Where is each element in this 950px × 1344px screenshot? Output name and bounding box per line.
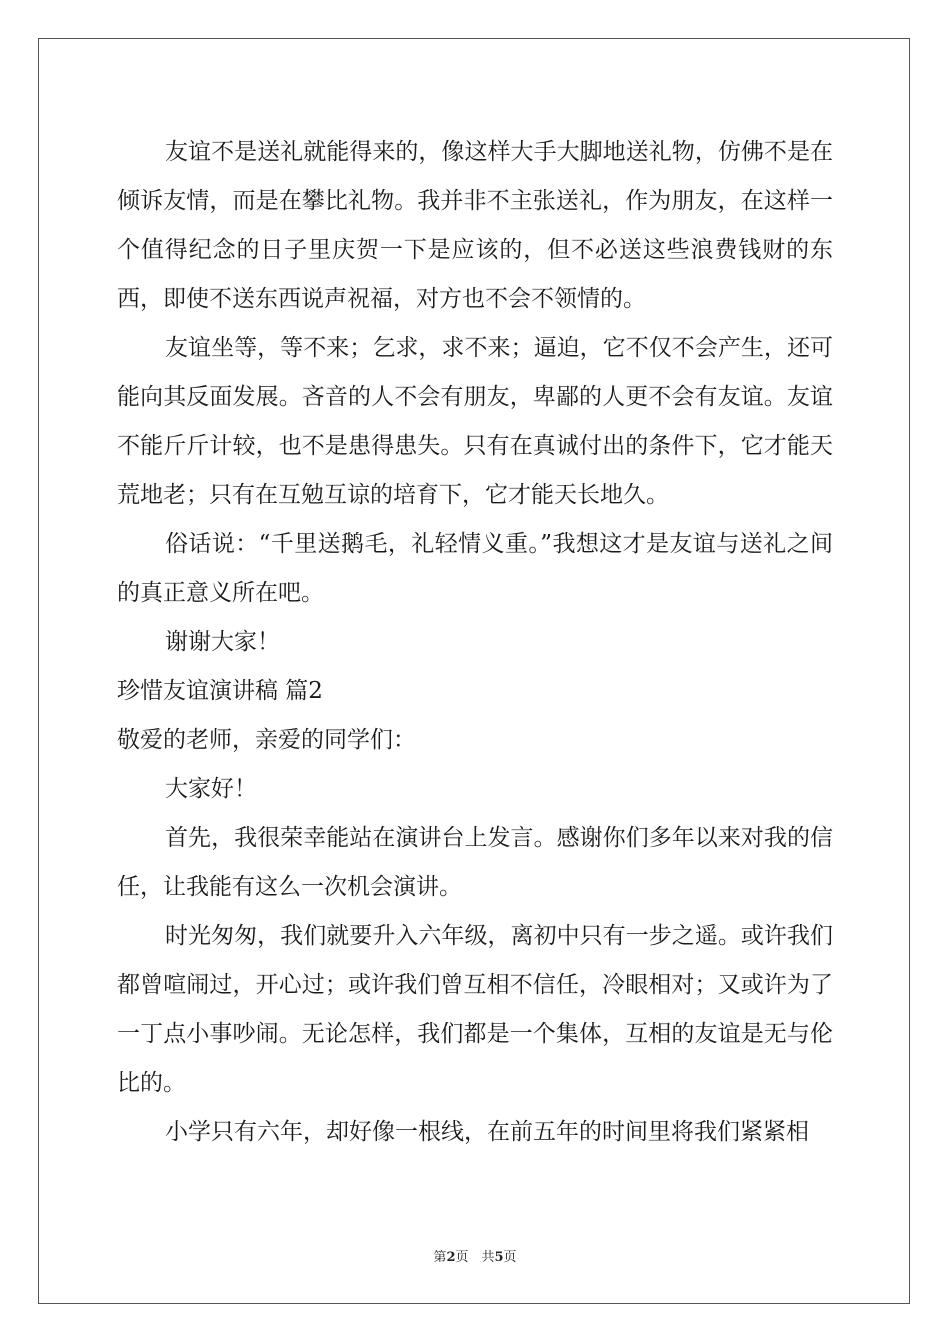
paragraph-7: 小学只有六年，却好像一根线，在前五年的时间里将我们紧紧相 — [165, 1119, 809, 1145]
document-body — [117, 128, 833, 1157]
greeting: 大家好！ — [165, 776, 257, 802]
page-footer — [0, 1246, 950, 1265]
paragraph-4: 谢谢大家！ — [165, 629, 280, 655]
paragraph-1: 友谊不是送礼就能得来的，像这样大手大脚地送礼物，仿佛不是在倾诉友情，而是在攀比礼物。我并非不主张送礼，作为朋友，在这样一个值得纪念的日子里庆贺一下是应该的，但不必送这些浪费钱财的东西，即使不送东西说声祝福，对方也不会不领情的。 — [117, 139, 833, 312]
paragraph-2: 友谊坐等，等不来；乞求，求不来；逼迫，它不仅不会产生，还可能向其反面发展。吝音的人不会有朋友，卑鄙的人更不会有友谊。友谊不能斤斤计较，也不是患得患失。只有在真诚付出的条件下，它才能天荒地老；只有在互勉互谅的培育下，它才能天长地久。 — [117, 335, 833, 508]
paragraph-5: 首先，我很荣幸能站在演讲台上发言。感谢你们多年以来对我的信任，让我能有这么一次机会演讲。 — [117, 825, 833, 900]
total-page-number: 5 — [494, 1250, 504, 1265]
page-suffix: 页 — [503, 1250, 517, 1265]
paragraph-6: 时光匆匆，我们就要升入六年级，离初中只有一步之遥。或许我们都曾喧闹过，开心过；或许我们曾互相不信任，冷眼相对；又或许为了一丁点小事吵闹。无论怎样，我们都是一个集体，互相的友谊是无与伦比的。 — [117, 923, 833, 1096]
current-page-number: 2 — [446, 1250, 456, 1265]
salutation: 敬爱的老师，亲爱的同学们： — [117, 727, 416, 753]
page-prefix: 第 — [433, 1250, 447, 1265]
page-mid: 页 共 — [455, 1250, 495, 1265]
paragraph-3: 俗话说：“千里送鹅毛，礼轻情义重。”我想这才是友谊与送礼之间的真正意义所在吧。 — [117, 531, 833, 606]
section-heading: 珍惜友谊演讲稿 篇2 — [117, 678, 323, 704]
